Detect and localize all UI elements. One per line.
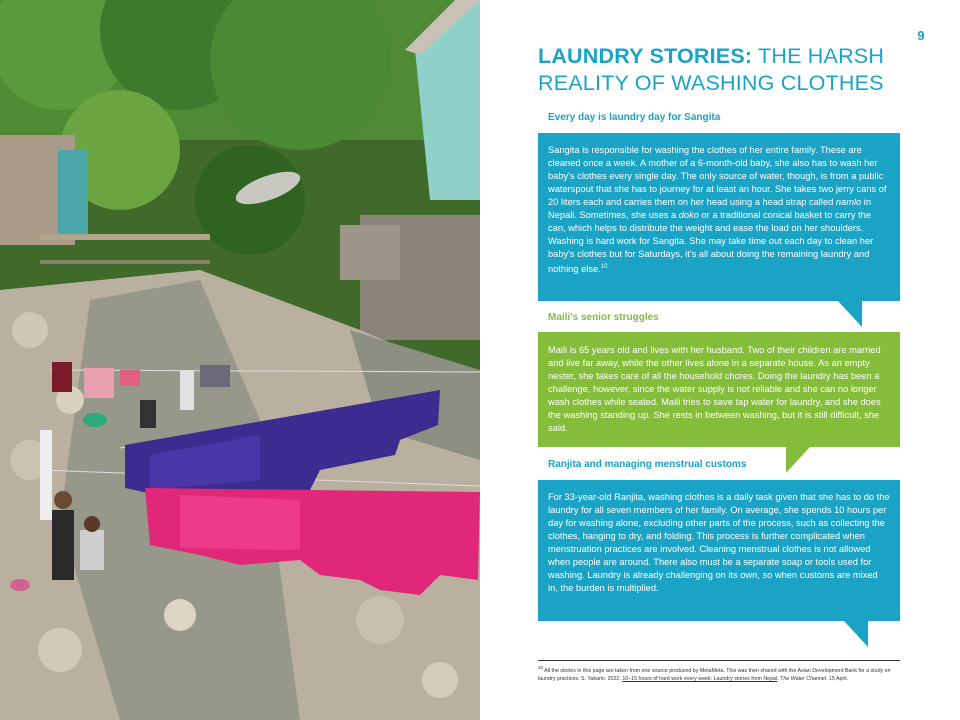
footnote: $^{10}$ All the stories in this page are taken from one source produced by MetaMeta. This was then shared with the Asian Development Bank for a study on laundry practices. S. Yakami. 2022. 10–15 hours of hard work every week: Laundry stories from Nepal. The Water Channel. 15 April. bbox=[538, 660, 900, 683]
footnote-link[interactable]: 10–15 hours of hard work every week: Laundry stories from Nepal bbox=[622, 675, 778, 682]
footnote-ref: 10 bbox=[600, 264, 608, 270]
story-text-sangita: Sangita is responsible for washing the clothes of her entire family. These are cleaned once a week. A mother of a 6-month-old baby, she also has to wash her baby's clothes every single day. The only source of water, though, is from a public waterspout that she has to journey for at least an hour. She takes two jerry cans of 20 liters each and carries them on her head using a head strap called namlo in Nepali. Sometimes, she uses a doko or a traditional conical basket to carry the can, which helps to distribute the weight and ease the load on her shoulders. Washing is hard work for Sangita. She may take time out each day to clean her baby's clothes but for Saturdays, it's all about doing the remaining laundry and nothing else.$^{10}$ bbox=[548, 145, 887, 275]
story-heading-maili: Maili's senior struggles bbox=[548, 312, 659, 323]
story-box-sangita bbox=[538, 133, 900, 301]
story-box-maili bbox=[538, 332, 900, 447]
speech-tail-sangita bbox=[838, 301, 862, 327]
story-heading-ranjita: Ranjita and managing menstrual customs bbox=[548, 459, 747, 470]
speech-tail-ranjita bbox=[844, 621, 868, 647]
title-bold: LAUNDRY STORIES: bbox=[538, 44, 753, 68]
page-number: 9 bbox=[917, 28, 925, 43]
page-title bbox=[538, 43, 918, 97]
story-heading-sangita: Every day is laundry day for Sangita bbox=[548, 112, 721, 123]
story-text-maili: Maili is 65 years old and lives with her husband. Two of their children are married and live far away, while the other lives alone in a separate house. As an empty nester, she takes care of all the household chores. Doing the laundry has been a challenge, however, since the water supply is not reliable and she can no longer wash clothes while seated. Maili tries to save tap water for laundry, and she does the washing standing up. She rests in between washing, but it is still difficult, she said. bbox=[548, 345, 881, 433]
speech-tail-maili bbox=[786, 447, 810, 473]
title-rest: THE HARSH REALITY OF WASHING CLOTHES bbox=[538, 44, 885, 95]
story-text-ranjita: For 33-year-old Ranjita, washing clothes is a daily task given that she has to do the laundry for all seven members of her family. On average, she spends 10 hours per day for washing alone, excluding other parts of the process, such as collecting the clothes, hanging to dry, and folding. This process is further complicated when menstruation practices are involved. Cleaning menstrual clothes is not allowed when people are around. There also must be a separate soap or tools used for washing. Laundry is already challenging on its own, so when customs are mixed in, the burden is multiplied. bbox=[548, 492, 890, 593]
story-box-ranjita bbox=[538, 480, 900, 621]
